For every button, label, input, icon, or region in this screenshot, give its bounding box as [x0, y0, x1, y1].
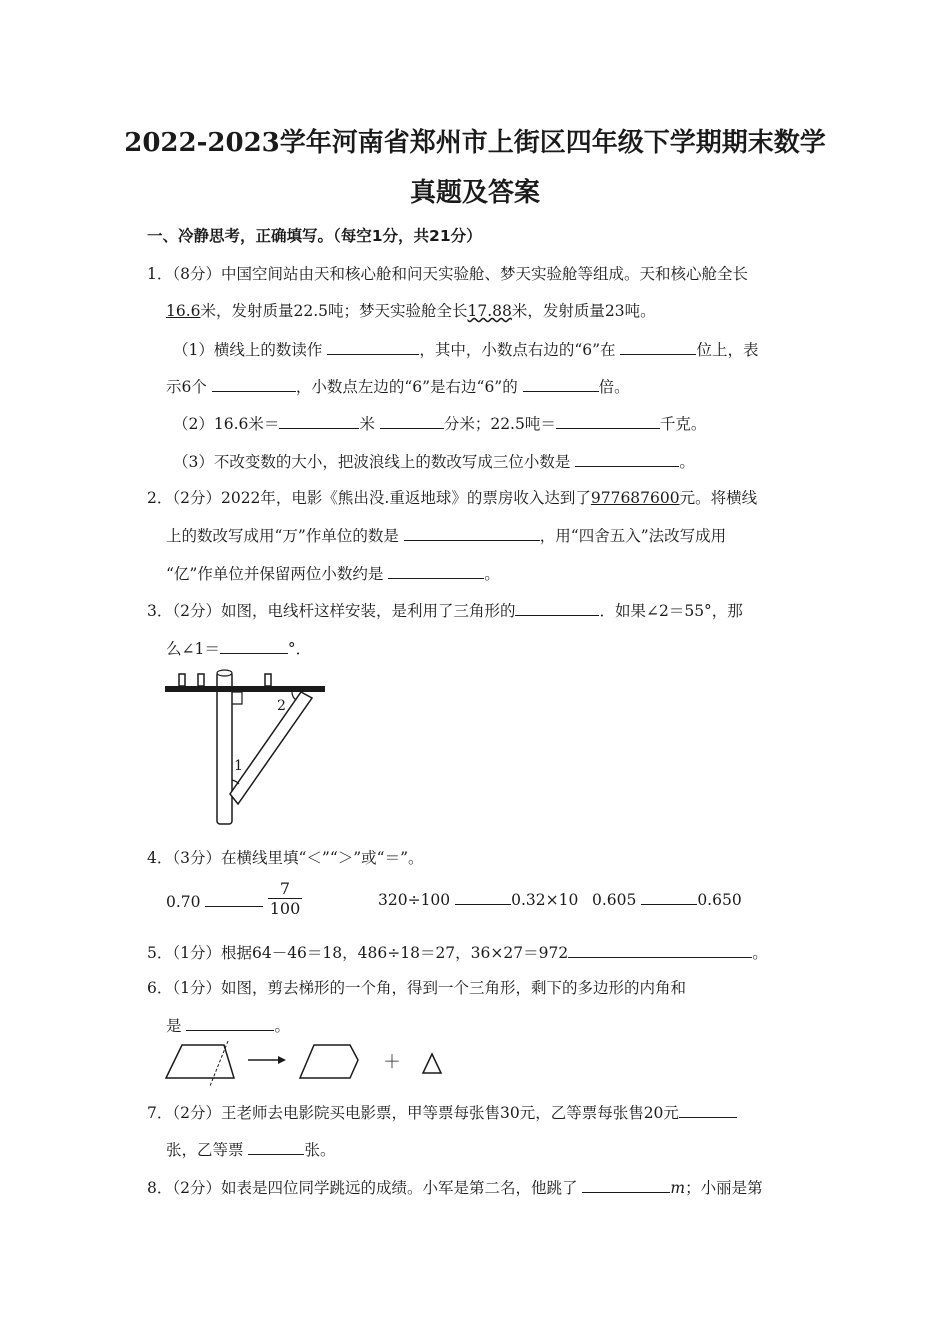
- trapezoid-shape: [166, 1045, 234, 1078]
- q4-compare-2: [378, 887, 578, 909]
- right-angle-mark: [232, 692, 242, 704]
- triangle-shape: [423, 1054, 441, 1073]
- q7-text-c: 张。: [304, 1141, 336, 1159]
- q5-text: 5．（1分）根据64－46＝18，486÷18＝27，36×27＝972: [147, 944, 569, 962]
- pole-top: [217, 670, 232, 676]
- q1-p2-text-d: 千克。: [659, 415, 707, 433]
- insulator: [265, 674, 271, 686]
- q7-stem: [147, 1100, 737, 1123]
- answer-blank[interactable]: [556, 411, 660, 429]
- answer-blank[interactable]: [679, 1100, 737, 1118]
- q2-text-d: ，用“四舍五入”法改写成用: [539, 527, 727, 545]
- answer-blank[interactable]: [380, 411, 444, 429]
- q4-compare-1: [166, 889, 263, 911]
- q5-stem: [147, 940, 768, 963]
- answer-blank[interactable]: [279, 411, 359, 429]
- remaining-polygon: [300, 1045, 358, 1078]
- trapezoid-cut-figure: [162, 1040, 462, 1090]
- q4-value: 0.650: [697, 891, 742, 909]
- angle2-label: 2: [277, 698, 286, 714]
- answer-blank[interactable]: [205, 889, 263, 907]
- q5-text-b: 。: [752, 944, 768, 962]
- q3-text-b: ．如果∠2＝55°，那: [599, 602, 743, 620]
- answer-blank[interactable]: [212, 374, 296, 392]
- crossarm: [165, 686, 325, 692]
- q7-text: 7．（2分）王老师去电影院买电影票，甲等票每张售30元，乙等票每张售20元: [147, 1104, 679, 1122]
- q2-text: 2．（2分）2022年，电影《熊出没.重返地球》的票房收入达到了: [147, 489, 591, 507]
- q4-stem: 4．（3分）在横线里填“＜”“＞”或“＝”。: [147, 849, 424, 867]
- q1-p1-text-d: 示6个: [166, 378, 207, 396]
- q1-p1-text-c: 位上，表: [696, 341, 759, 359]
- q6-line2: [166, 1013, 290, 1036]
- q1-p1-text-e: ，小数点左边的“6”是右边“6”的: [295, 378, 518, 396]
- q6-text-c: 。: [274, 1017, 290, 1035]
- answer-blank[interactable]: [220, 636, 288, 654]
- section-heading: 一、冷静思考，正确填写。（每空1分，共21分）: [147, 227, 482, 245]
- q8-text-b: ；小丽是第: [685, 1179, 763, 1197]
- answer-blank[interactable]: [248, 1137, 304, 1155]
- q1-p2-text-c: 分米；22.5吨＝: [443, 415, 556, 433]
- q1-part2: [173, 411, 706, 434]
- q1-p2-text-b: 米: [359, 415, 375, 433]
- q4-value: 0.70: [166, 893, 201, 911]
- plus-sign: ＋: [383, 1052, 401, 1073]
- answer-blank[interactable]: [582, 1175, 670, 1193]
- q3-text-c: 么∠1＝: [166, 640, 220, 658]
- q7-text-b: 张，乙等票: [166, 1141, 244, 1159]
- q2-text-b: 元。将横线: [679, 489, 758, 507]
- q8-stem: [147, 1175, 763, 1198]
- q3-text-d: °．: [287, 640, 312, 658]
- answer-blank[interactable]: [186, 1013, 274, 1031]
- q1-number-wavy: 17.88: [467, 302, 512, 320]
- q1-p1-text: （1）横线上的数读作: [173, 341, 323, 359]
- q4-value: 0.32×10: [511, 891, 579, 909]
- answer-blank[interactable]: [455, 887, 511, 905]
- q7-line2: [166, 1137, 335, 1160]
- answer-blank[interactable]: [568, 940, 752, 958]
- answer-blank[interactable]: [575, 449, 679, 467]
- q6-stem: 6．（1分）如图，剪去梯形的一个角，得到一个三角形，剩下的多边形的内角和: [147, 979, 686, 997]
- q1-stem: 1．（8分）中国空间站由天和核心舱和问天实验舱、梦天实验舱等组成。天和核心舱全长: [147, 265, 748, 283]
- q2-number-underlined: 977687600: [590, 489, 680, 507]
- q4-compare-3: [592, 887, 742, 909]
- q4-value: 320÷100: [378, 891, 451, 909]
- q3-stem: [147, 598, 743, 621]
- q1-part1-line2: [166, 374, 630, 397]
- answer-blank[interactable]: [620, 337, 696, 355]
- q2-text-f: 。: [484, 565, 500, 583]
- q1-text-end: 米，发射质量23吨。: [511, 302, 656, 320]
- q1-text: 米，发射质量22.5吨；梦天实验舱全长: [200, 302, 468, 320]
- insulator: [198, 674, 204, 686]
- q6-text-b: 是: [166, 1017, 182, 1035]
- q2-line2: [166, 523, 726, 546]
- q3-line2: [166, 636, 311, 659]
- fraction-denominator: 100: [269, 899, 301, 918]
- q2-text-c: 上的数改写成用“万”作单位的数是: [166, 527, 399, 545]
- answer-blank[interactable]: [515, 598, 599, 616]
- q8-unit: m: [670, 1179, 686, 1197]
- arrow-right-icon: [278, 1056, 286, 1064]
- q2-text-e: “亿”作单位并保留两位小数约是: [166, 565, 384, 583]
- q1-p1-text-f: 倍。: [598, 378, 630, 396]
- q1-p3-text: （3）不改变数的大小，把波浪线上的数改写成三位小数是: [173, 453, 571, 471]
- q2-line3: [166, 561, 500, 584]
- q1-p3-text-b: 。: [679, 453, 695, 471]
- fraction-7-over-100: [268, 880, 302, 919]
- q8-text: 8．（2分）如表是四位同学跳远的成绩。小军是第二名，他跳了: [147, 1179, 578, 1197]
- q1-p1-text-b: ，其中，小数点右边的“6”在: [419, 341, 616, 359]
- doc-title-line2: 真题及答案: [409, 178, 540, 208]
- pole: [217, 672, 232, 824]
- q3-text: 3．（2分）如图，电线杆这样安装，是利用了三角形的: [147, 602, 516, 620]
- q4-value: 0.605: [592, 891, 637, 909]
- answer-blank[interactable]: [388, 561, 484, 579]
- utility-pole-figure: [160, 666, 330, 836]
- doc-title-line1: 2022-2023学年河南省郑州市上街区四年级下学期期末数学: [124, 128, 826, 158]
- answer-blank[interactable]: [404, 523, 540, 541]
- fraction-numerator: 7: [279, 879, 291, 898]
- diagonal-brace: [230, 692, 312, 804]
- q2-stem: [147, 486, 757, 508]
- angle2-arc: [292, 692, 296, 700]
- insulator: [179, 674, 185, 686]
- q1-part3: [173, 449, 695, 472]
- cut-line: [210, 1041, 228, 1086]
- answer-blank[interactable]: [523, 374, 599, 392]
- q1-part1-line1: [173, 337, 758, 360]
- angle1-label: 1: [234, 758, 243, 774]
- q1-p2-text: （2）16.6米＝: [173, 415, 280, 433]
- q1-number-underlined: 16.6: [166, 302, 201, 320]
- q1-stem-2: [166, 299, 656, 321]
- answer-blank[interactable]: [641, 887, 697, 905]
- answer-blank[interactable]: [327, 337, 419, 355]
